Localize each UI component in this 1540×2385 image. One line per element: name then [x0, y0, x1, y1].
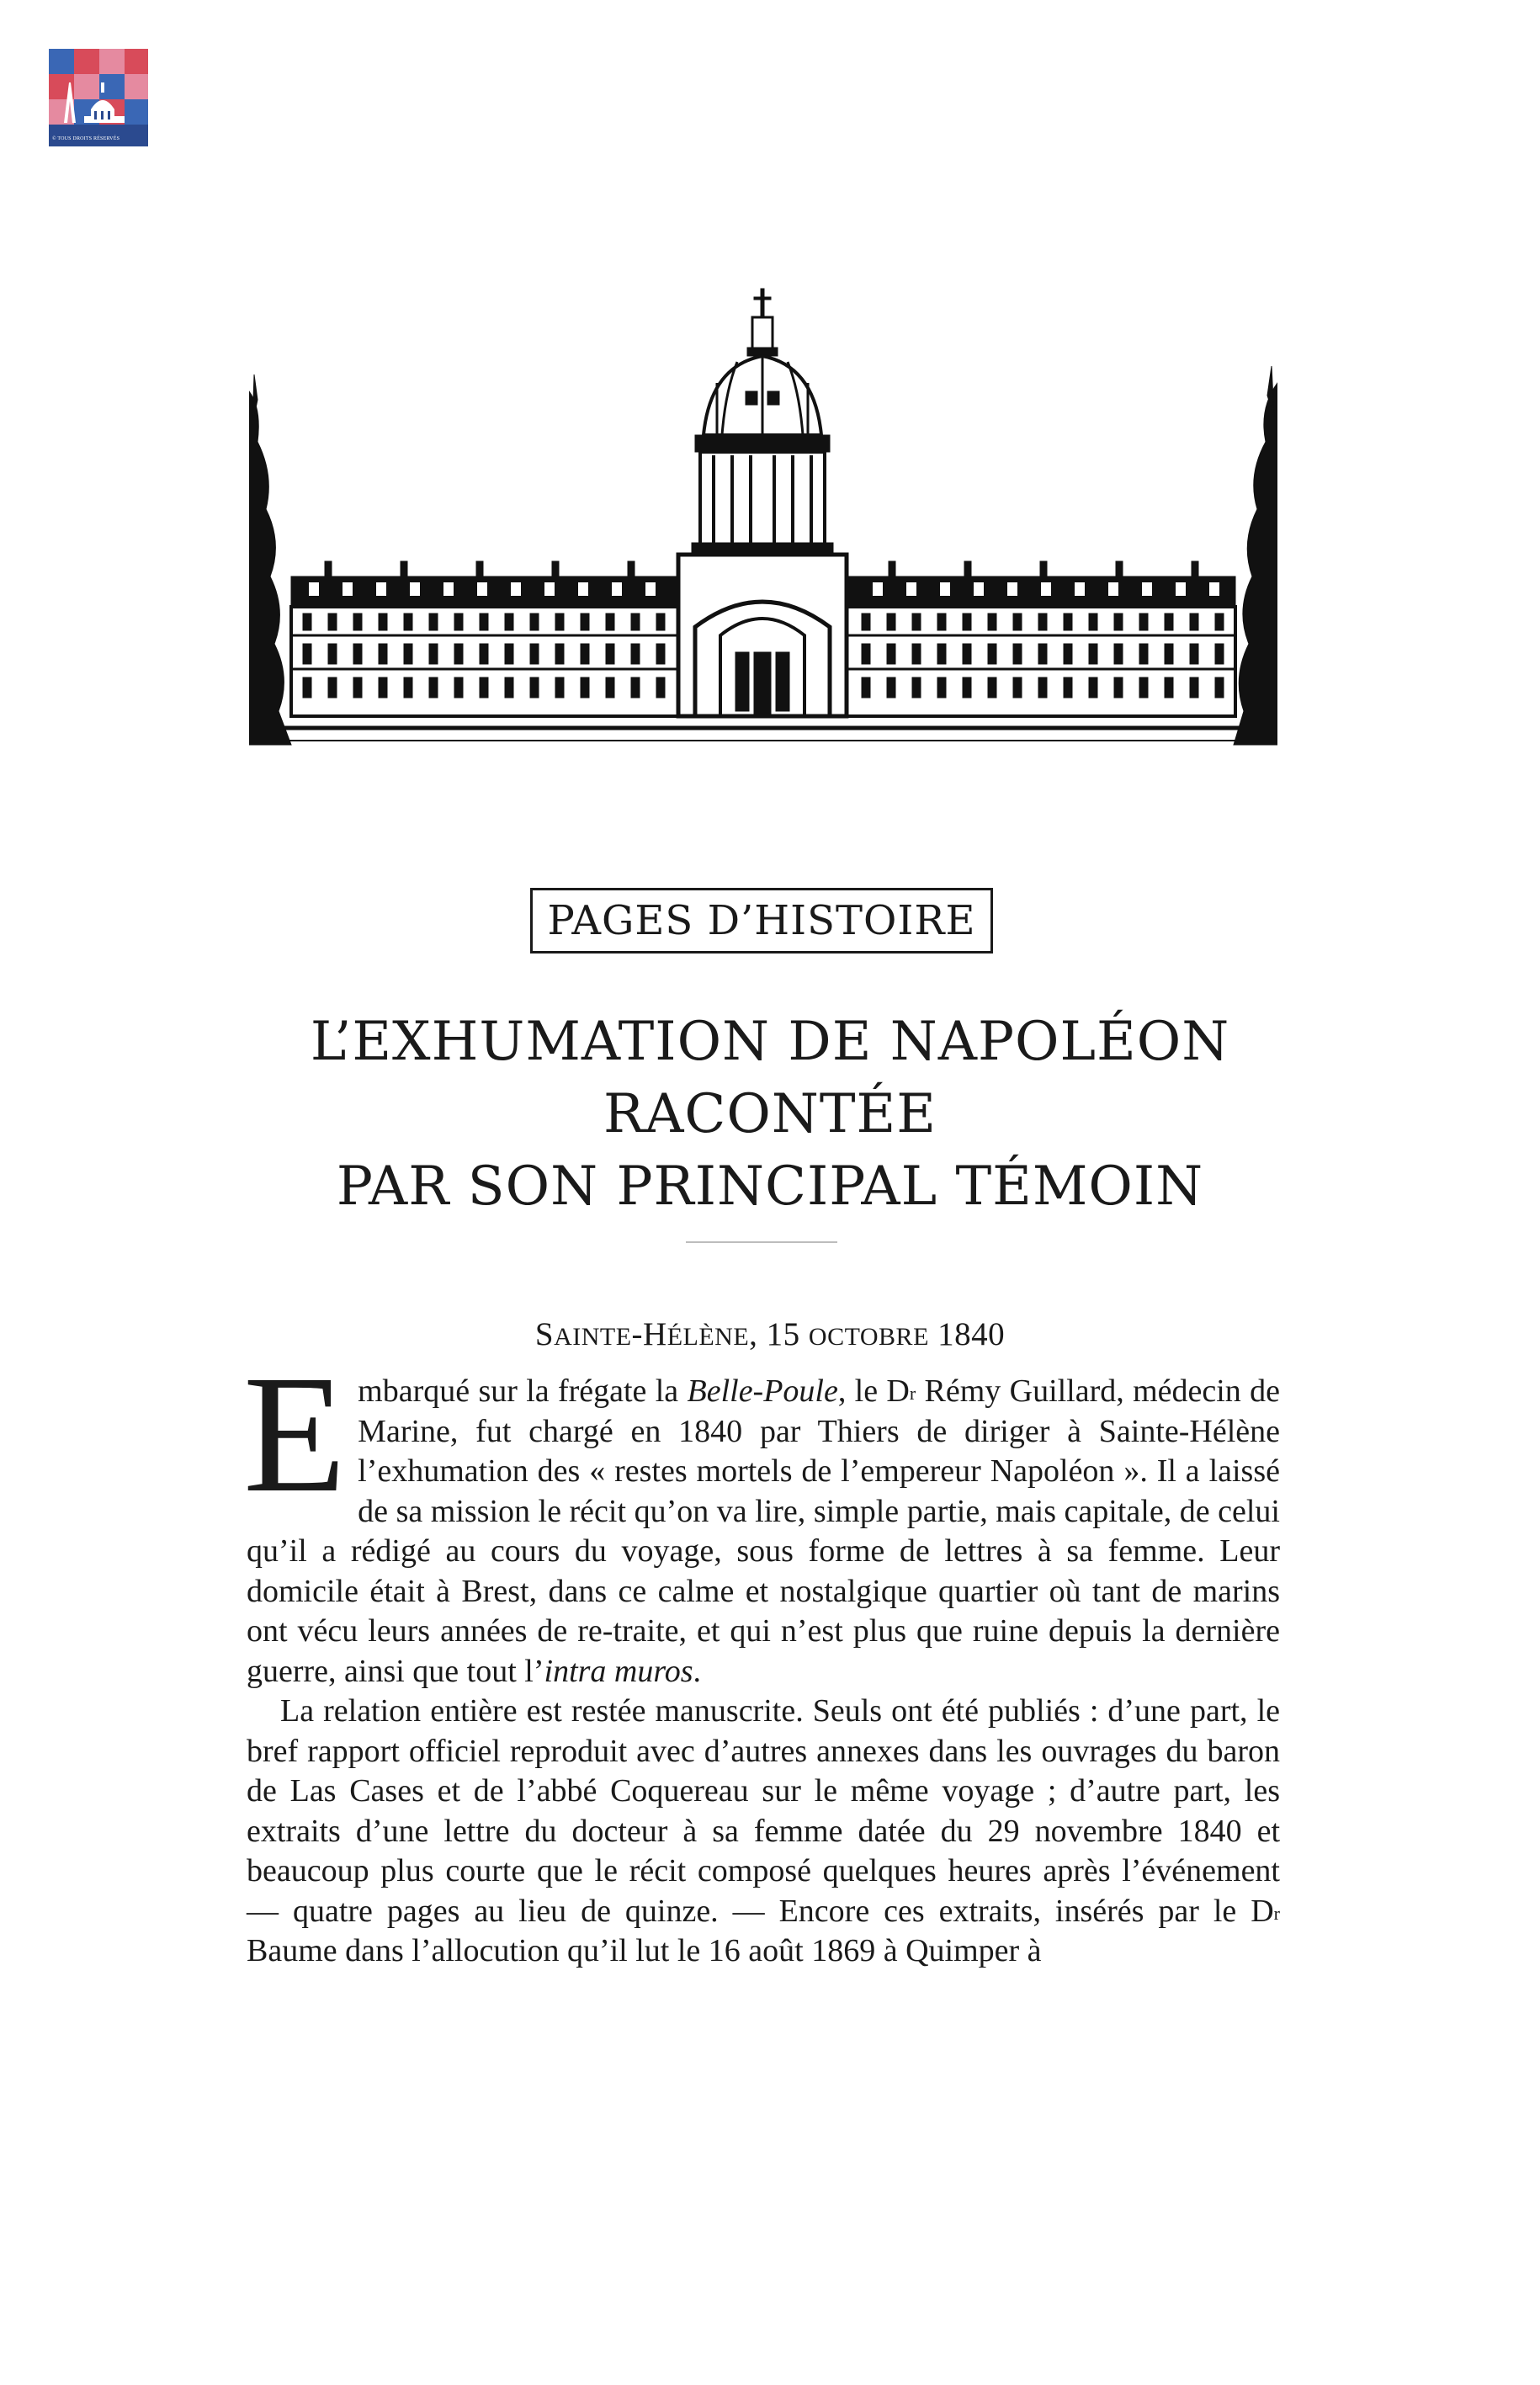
drop-cap: E — [243, 1341, 347, 1527]
dateline-octobre: OCTOBRE — [808, 1323, 929, 1351]
title-line-1: L’EXHUMATION DE NAPOLÉON — [310, 1011, 1230, 1073]
article-body — [243, 1341, 1280, 1972]
invalides-dome-logo-icon — [49, 49, 148, 146]
para1-sup-1: r — [909, 1383, 916, 1404]
dateline — [252, 1315, 1288, 1353]
para2-text-2: Baume dans l’allocution qu’il lut le 16 août 1869 à Quimper à — [247, 1933, 1042, 1968]
paragraph-2 — [247, 1692, 1280, 1972]
dateline-h: -H — [631, 1316, 667, 1352]
hotel-des-invalides-engraving — [249, 257, 1277, 762]
logo — [49, 49, 148, 146]
dateline-ainte: AINTE — [554, 1323, 632, 1351]
logo-caption: © TOUS DROITS RÉSERVÉS — [52, 136, 120, 141]
title-line-2: RACONTÉE — [603, 1083, 937, 1145]
para1-italic-1: Belle-Poule — [687, 1373, 838, 1409]
para1-italic-2: intra muros — [544, 1653, 693, 1689]
article-title — [168, 1006, 1372, 1223]
para1-text-1: mbarqué sur la frégate la — [358, 1373, 688, 1409]
title-line-3: PAR SON PRINCIPAL TÉMOIN — [336, 1155, 1204, 1218]
para2-sup-1: r — [1273, 1902, 1280, 1924]
dateline-elene: ÉLÈNE — [666, 1323, 750, 1351]
section-label: PAGES D’HISTOIRE — [530, 888, 993, 953]
dateline-rest2: 1840 — [928, 1316, 1006, 1352]
para2-text-1: La relation entière est restée manuscrite. Seuls ont été publiés : d’une part, le bref rapport officiel reproduit avec d’autres annexes dans les ouvrages du baron de Las Cases et de l’abbé Coquereau sur le même voyage ; d’autre part, les extraits d’une lettre du docteur à sa femme datée du 29 novembre 1840 et beaucoup plus courte que le récit composé quelques heures après l’événement — quatre pages au lieu de quinze. — Encore ces extraits, insérés par le D — [247, 1693, 1280, 1929]
dateline-s: S — [534, 1316, 555, 1352]
para1-text-4: . — [693, 1653, 702, 1689]
paragraph-1 — [243, 1341, 1280, 1692]
hotel-des-invalides-engraving-icon — [249, 257, 1277, 762]
title-divider — [686, 1241, 837, 1243]
para1-text-3: Rémy Guillard, médecin de Marine, fut chargé en 1840 par Thiers de diriger à Sainte-Hélène l’exhumation des « restes mortels de l’empereur Napoléon ». Il a laissé de sa mission le récit qu’on va lire, simple partie, mais capitale, de celui qu’il a rédigé au cours du voyage, sous forme de lettres à sa femme. Leur domicile était à Brest, dans ce calme et nostalgique quartier où tant de marins ont vécu leurs années de re-traite, et qui n’est plus que ruine depuis la dernière guerre, ainsi que tout l’ — [247, 1373, 1280, 1689]
para1-text-2: , le D — [837, 1373, 910, 1409]
dateline-rest1: , 15 — [749, 1316, 809, 1352]
